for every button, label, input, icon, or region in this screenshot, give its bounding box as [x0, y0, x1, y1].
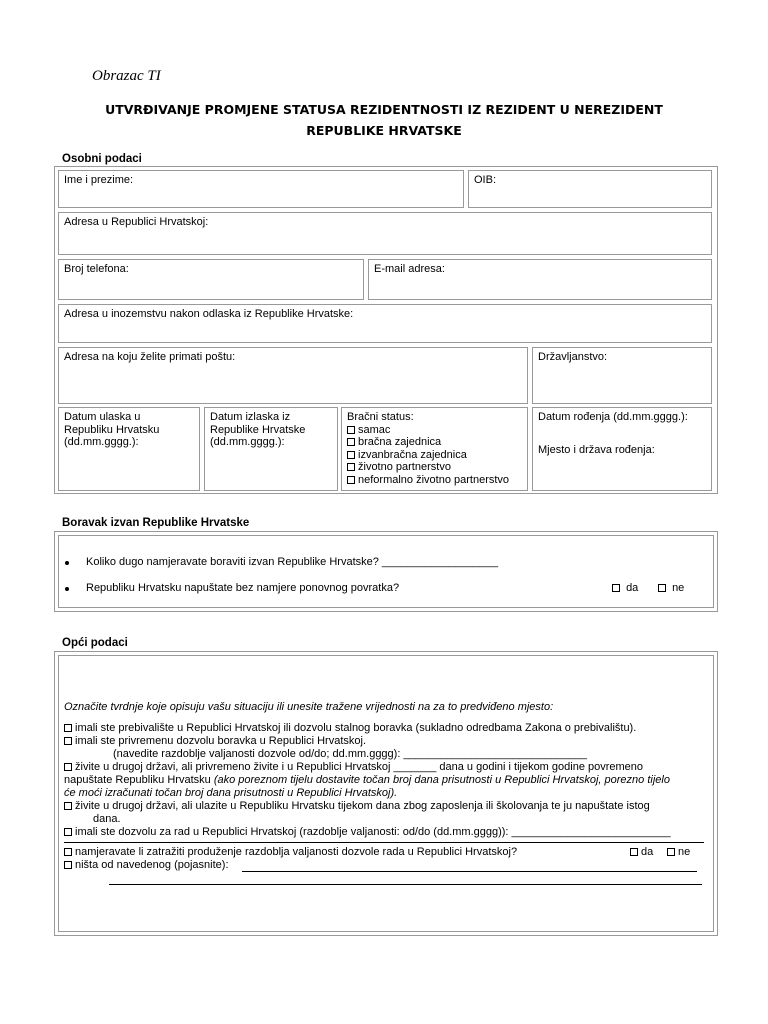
- none-explain-line-1[interactable]: [242, 871, 697, 872]
- address-abroad-field[interactable]: [58, 304, 712, 343]
- marital-option-cohabiting[interactable]: izvanbračna zajednica: [347, 449, 522, 462]
- temporary-permit-period[interactable]: (navedite razdoblje valjanosti dozvole od/do; dd.mm.gggg): ______________________________: [113, 748, 587, 760]
- phone-field[interactable]: [58, 259, 364, 300]
- checkbox[interactable]: [612, 584, 620, 592]
- checkbox[interactable]: [64, 737, 72, 745]
- stay-no-return-no[interactable]: ne: [658, 582, 684, 595]
- stay-no-return-question: Republiku Hrvatsku napuštate bez namjere ponovnog povratka?: [86, 582, 400, 594]
- statement-lives-abroad-line2: napuštate Republiku Hrvatsku (ako poreznom tijelu dostavite točan broj dana prisutnosti u Republici Hrvatskoj, porezno tijelo: [64, 774, 670, 786]
- permit-extension-no[interactable]: ne: [667, 846, 690, 859]
- citizenship-field[interactable]: [532, 347, 712, 404]
- checkbox[interactable]: [347, 426, 355, 434]
- name-field[interactable]: [58, 170, 464, 208]
- address-hr-field[interactable]: [58, 212, 712, 255]
- stay-duration-question[interactable]: Koliko dugo namjeravate boraviti izvan Republike Hrvatske? ___________________: [86, 556, 499, 568]
- marital-option-married[interactable]: bračna zajednica: [347, 436, 522, 449]
- statement-temporary-permit[interactable]: imali ste privremenu dozvolu boravka u Republici Hrvatskoj.: [64, 735, 366, 748]
- oib-label: OIB:: [474, 174, 497, 186]
- stay-no-return-yes[interactable]: da: [612, 582, 638, 595]
- checkbox[interactable]: [64, 802, 72, 810]
- entry-date-field[interactable]: [58, 407, 200, 491]
- checkbox[interactable]: [658, 584, 666, 592]
- none-explain-line-2[interactable]: [109, 884, 702, 885]
- checkbox[interactable]: [64, 848, 72, 856]
- statement-lives-abroad-line3: će moći izračunati točan broj dana prisutnosti u Republici Hrvatskoj).: [64, 787, 398, 799]
- marital-status-label: Bračni status:: [347, 411, 414, 423]
- general-instruction: Označite tvrdnje koje opisuju vašu situaciju ili unesite tražene vrijednosti na za to predviđeno mjesto:: [64, 701, 554, 713]
- bullet-icon: [65, 561, 69, 565]
- personal-data-box: [54, 166, 718, 494]
- email-label: E-mail adresa:: [374, 263, 445, 275]
- checkbox[interactable]: [64, 724, 72, 732]
- general-box: [54, 651, 718, 936]
- work-permit-underline: [64, 842, 704, 843]
- statement-lives-abroad-temporary[interactable]: živite u drugoj državi, ali privremeno živite i u Republici Hrvatskoj _______ dana u godini i tijekom godine povremeno: [64, 761, 643, 774]
- section-personal-heading: Osobni podaci: [62, 153, 142, 165]
- oib-field[interactable]: [468, 170, 712, 208]
- checkbox[interactable]: [347, 438, 355, 446]
- marital-option-life-partnership[interactable]: životno partnerstvo: [347, 461, 522, 474]
- statement-work-permit[interactable]: imali ste dozvolu za rad u Republici Hrvatskoj (razdoblje valjanosti: od/do (dd.mm.gggg)): __________________________: [64, 826, 671, 839]
- checkbox[interactable]: [347, 451, 355, 459]
- statement-daily-commuter-line2: dana.: [93, 813, 121, 825]
- email-field[interactable]: [368, 259, 712, 300]
- statement-permanent-residence[interactable]: imali ste prebivalište u Republici Hrvatskoj ili dozvolu stalnog boravka (sukladno odredbama Zakona o prebivalištu).: [64, 722, 636, 735]
- statement-none-of-above[interactable]: ništa od navedenog (pojasnite):: [64, 859, 229, 872]
- form-title-line2: REPUBLIKE HRVATSKE: [306, 123, 462, 138]
- checkbox[interactable]: [630, 848, 638, 856]
- entry-date-label: Datum ulaska u Republiku Hrvatsku (dd.mm.gggg.):: [64, 411, 160, 448]
- checkbox[interactable]: [347, 476, 355, 484]
- permit-extension-yes[interactable]: da: [630, 846, 653, 859]
- checkbox[interactable]: [667, 848, 675, 856]
- checkbox[interactable]: [347, 463, 355, 471]
- address-abroad-label: Adresa u inozemstvu nakon odlaska iz Republike Hrvatske:: [64, 308, 354, 320]
- birth-date-label: Datum rođenja (dd.mm.gggg.):: [538, 411, 688, 423]
- form-title-line1: UTVRĐIVANJE PROMJENE STATUSA REZIDENTNOSTI IZ REZIDENT U NEREZIDENT: [105, 102, 663, 117]
- statement-daily-commuter[interactable]: živite u drugoj državi, ali ulazite u Republiku Hrvatsku tijekom dana zbog zaposlenja ili školovanja te ju napuštate istog: [64, 800, 650, 813]
- general-inner-box: [58, 655, 714, 932]
- form-code: Obrazac TI: [92, 68, 161, 84]
- birth-info-field[interactable]: [532, 407, 712, 491]
- checkbox[interactable]: [64, 763, 72, 771]
- birth-place-label: Mjesto i država rođenja:: [538, 443, 655, 456]
- marital-option-single[interactable]: samac: [347, 424, 522, 437]
- exit-date-label: Datum izlaska iz Republike Hrvatske (dd.mm.gggg.):: [210, 411, 306, 448]
- stay-inner-box: [58, 535, 714, 608]
- section-stay-heading: Boravak izvan Republike Hrvatske: [62, 517, 250, 529]
- phone-label: Broj telefona:: [64, 263, 129, 275]
- citizenship-label: Državljanstvo:: [538, 351, 608, 363]
- exit-date-field[interactable]: [204, 407, 338, 491]
- stay-box: [54, 531, 718, 612]
- name-label: Ime i prezime:: [64, 174, 134, 186]
- marital-status-field: [341, 407, 528, 491]
- address-hr-label: Adresa u Republici Hrvatskoj:: [64, 216, 209, 228]
- bullet-icon: [65, 587, 69, 591]
- checkbox[interactable]: [64, 828, 72, 836]
- checkbox[interactable]: [64, 861, 72, 869]
- mail-address-field[interactable]: [58, 347, 528, 404]
- mail-address-label: Adresa na koju želite primati poštu:: [64, 351, 236, 363]
- section-general-heading: Opći podaci: [62, 637, 128, 649]
- marital-option-informal-partnership[interactable]: neformalno životno partnerstvo: [347, 474, 522, 487]
- statement-permit-extension[interactable]: namjeravate li zatražiti produženje razdoblja valjanosti dozvole rada u Republici Hrvatskoj?: [64, 846, 517, 859]
